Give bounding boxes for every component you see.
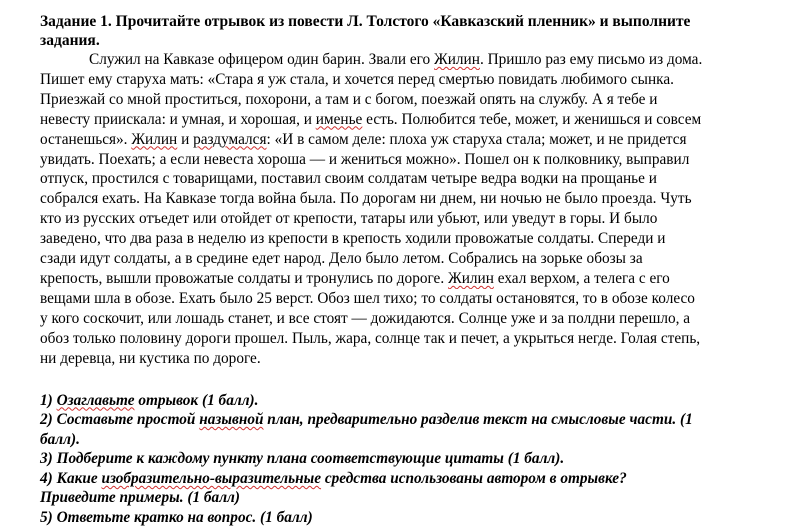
spellcheck-word: Жилин	[131, 130, 178, 148]
spellcheck-word: именье	[315, 110, 363, 128]
spellcheck-word: назывной	[199, 411, 264, 429]
task-item: Приведите примеры. (1 балл)	[40, 489, 241, 507]
spellcheck-word: раздумался	[193, 130, 267, 148]
text-line: вещами шла в обозе. Ехать было 25 верст. Обоз шел тихо; то солдаты остановятся, то в обозе колесо	[40, 289, 695, 307]
spellcheck-word: Жилин	[434, 51, 480, 68]
text-line: увидать. Поехать; а если невеста хороша — и жениться можно». Пошел он к полковнику, выправил	[40, 150, 690, 168]
text-line: заведено, что два раза в неделю из крепости в крепость ходили провожатые солдаты. Спереди и	[40, 230, 666, 248]
text-line: собрался ехать. На Кавказе тогда война была. По дорогам ни днем, ни ночью не было проезда. Чуть	[40, 190, 692, 208]
text-line: Приезжай со мной проститься, похорони, а там и с богом, поезжай опять на службу. А я тебе и	[40, 90, 658, 108]
task-item: 2) Составьте простой назывной план, предварительно разделив текст на смысловые части. (1	[40, 411, 693, 429]
text-line: останешься». Жилин и раздумался: «И в самом деле: плоха уж старуха стала; может, и не придется	[40, 130, 687, 148]
task-item: 4) Какие изобразительно-выразительные средства использованы автором в отрывке?	[40, 469, 627, 487]
text-line: у кого соскочит, или лошадь станет, и все стоят — дожидаются. Солнце уже и за полдни перешло, а	[40, 309, 691, 327]
text-line: невесту приискала: и умная, и хорошая, и именье есть. Полюбится тебе, может, и женишься и совсем	[40, 110, 702, 128]
text-line: кто из русских отъедет или отойдет от крепости, татары или убьют, или уведут в горы. И было	[40, 210, 658, 228]
text-line: сзади идут солдаты, а в средине едет народ. Дело было летом. Собрались на зорьке обозы за	[40, 250, 643, 268]
document-page	[40, 12, 800, 528]
task-list	[40, 391, 800, 528]
heading-line: Задание 1. Прочитайте отрывок из повести Л. Толстого «Кавказский пленник» и выполните	[40, 13, 691, 30]
task-item: 1) Озаглавьте отрывок (1 балл).	[40, 391, 259, 409]
text-line: Пишет ему старуха мать: «Стара я уж стала, и хочется перед смертью повидать любимого сынка.	[40, 70, 674, 88]
spellcheck-word: Озаглавьте	[56, 391, 135, 409]
spellcheck-word: изобразительно-выразительные	[101, 469, 322, 487]
text-line: отпуск, простился с товарищами, поставил своим солдатам четыре ведра водки на прощанье и	[40, 170, 657, 188]
spellcheck-word: Жилин	[448, 269, 494, 287]
task-item: 5) Ответьте кратко на вопрос. (1 балл)	[40, 509, 313, 527]
text-line: ни деревца, ни кустика по дороге.	[40, 349, 261, 367]
story-excerpt	[40, 50, 800, 369]
text-line: обоз только половину дороги прошел. Пыль, жара, солнце так и печет, а укрыться негде. Голая степь,	[40, 329, 701, 347]
text-line: крепость, вышли провожатые солдаты и тронулись по дороге. Жилин ехал верхом, а телега с его	[40, 269, 670, 287]
task-item: 3) Подберите к каждому пункту плана соответствующие цитаты (1 балл).	[40, 450, 565, 468]
task-item: балл).	[40, 430, 80, 448]
heading-line: задания.	[40, 32, 100, 49]
text-line: Служил на Кавказе офицером один барин. Звали его Жилин. Пришло раз ему письмо из дома.	[89, 51, 703, 68]
task-heading	[40, 12, 800, 50]
